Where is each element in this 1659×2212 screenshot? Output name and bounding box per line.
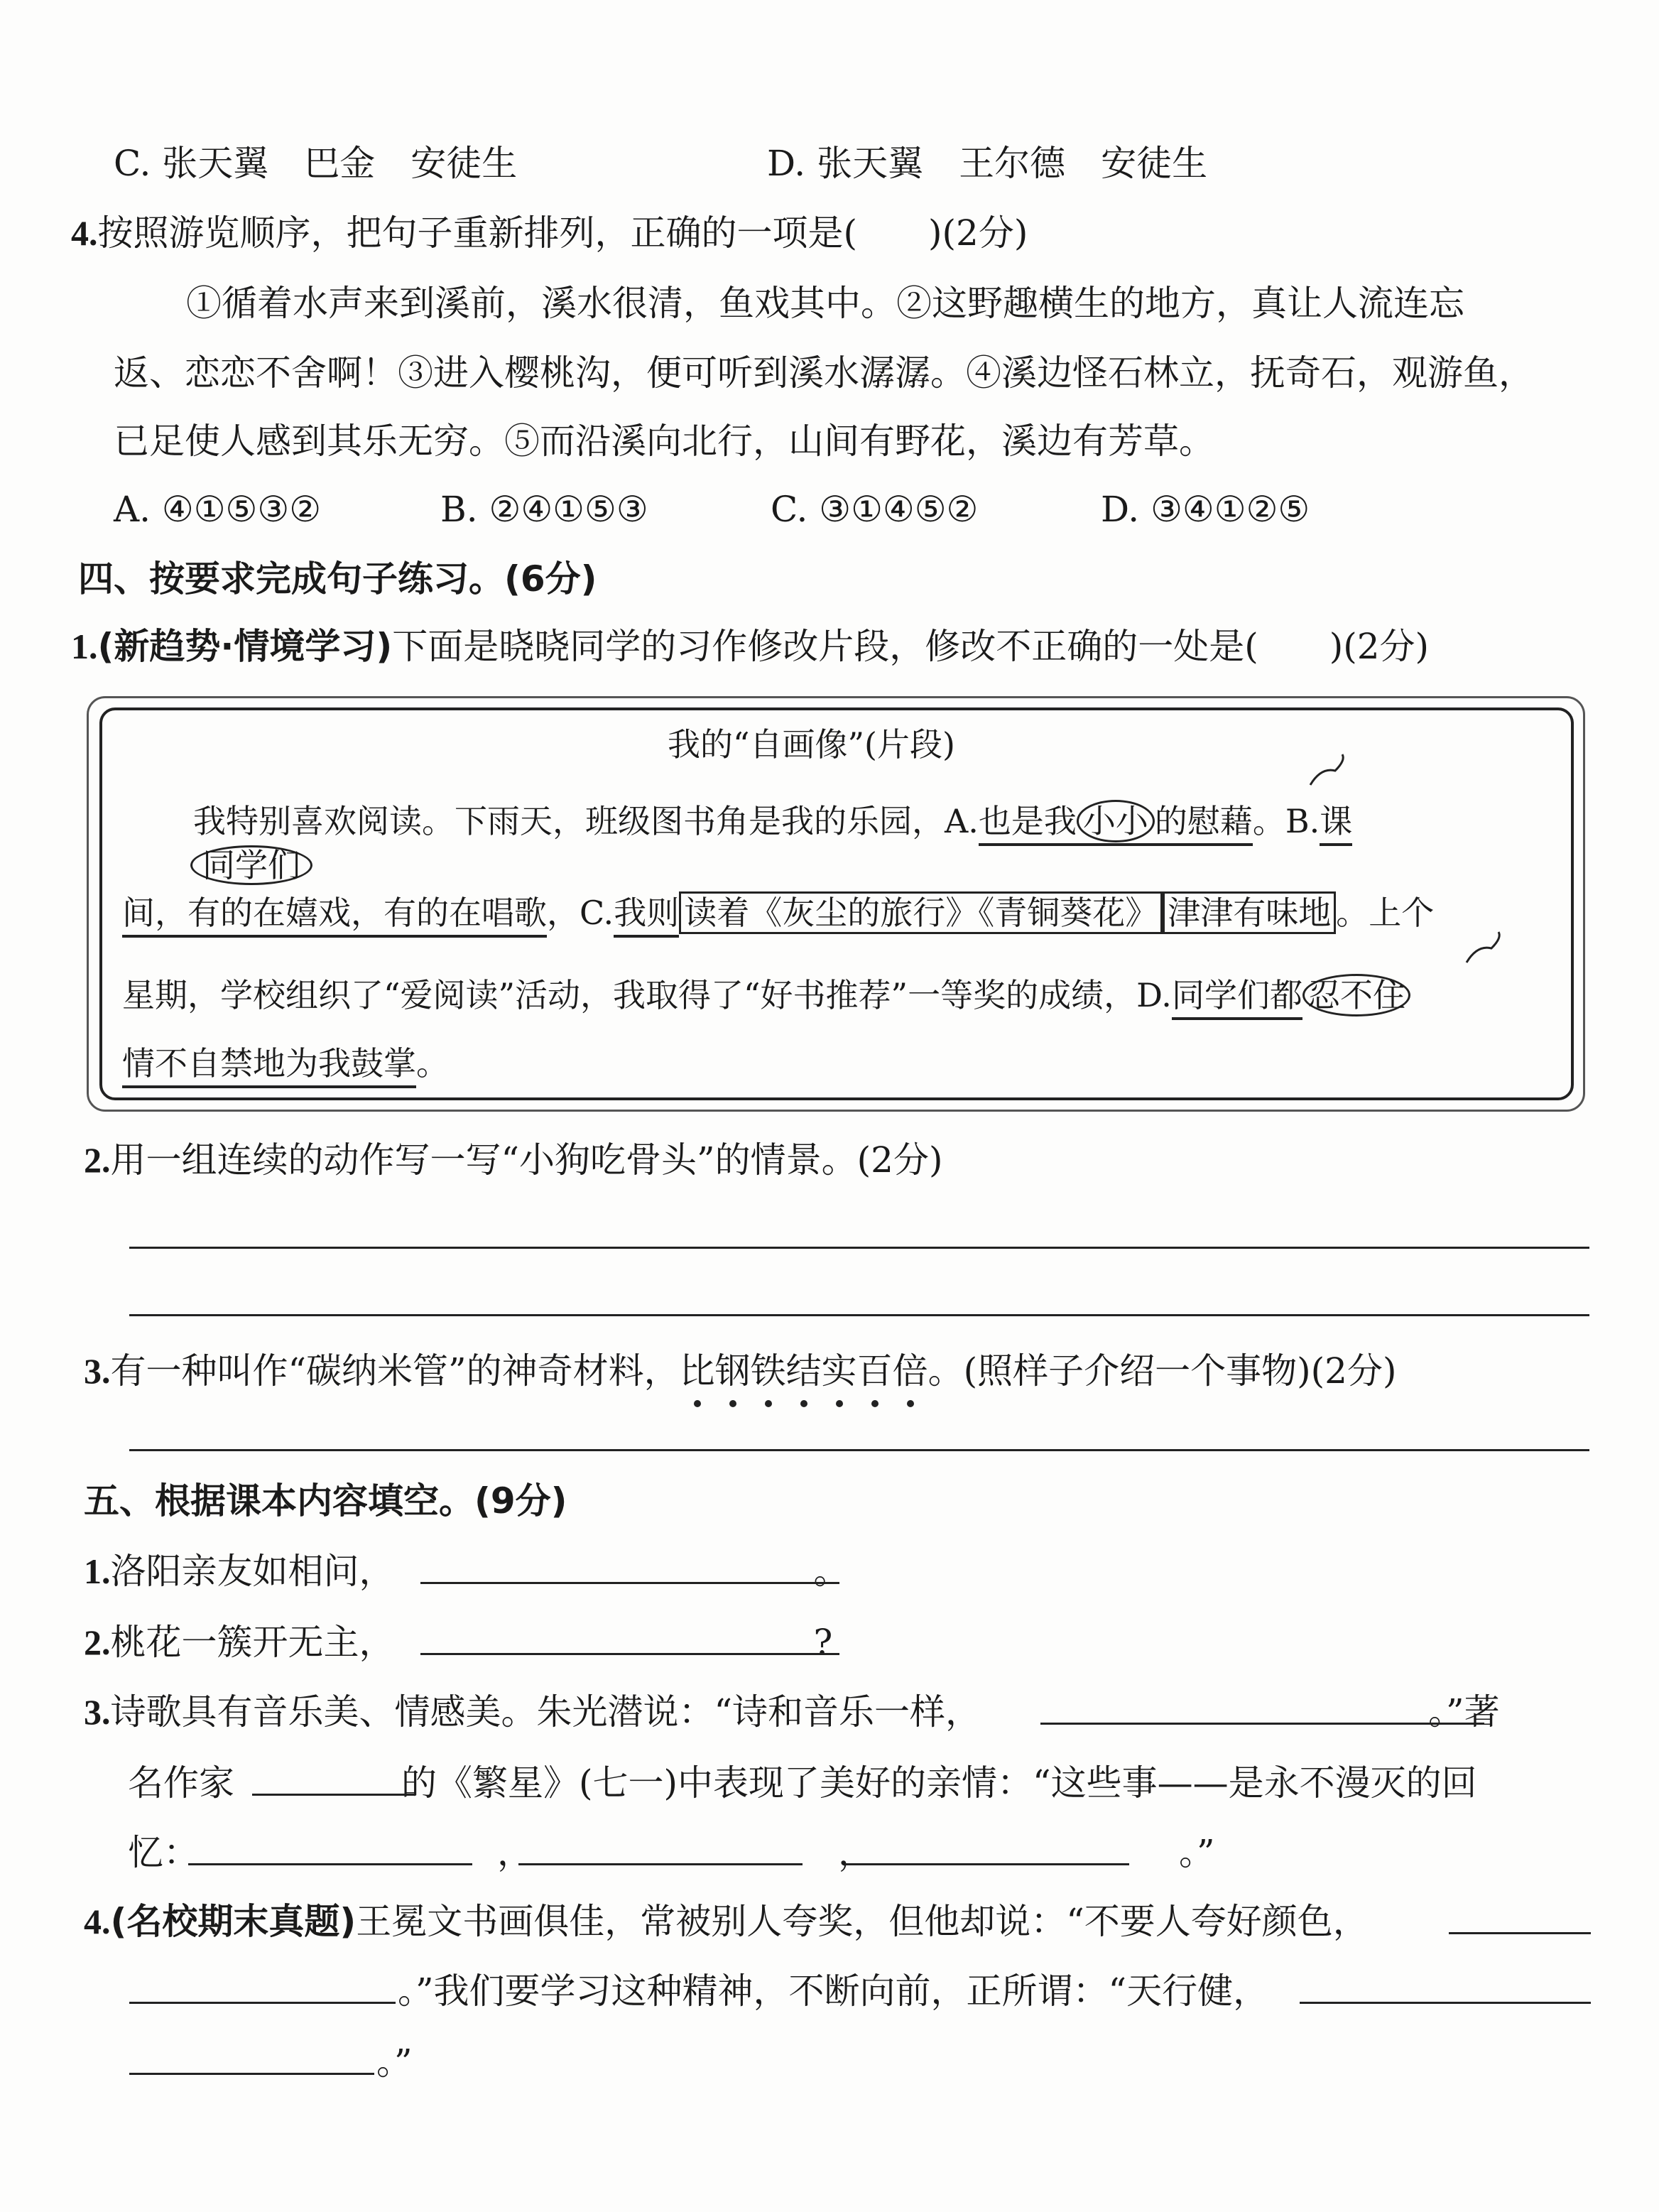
question-4-line-3: 。”: [376, 2042, 413, 2083]
blank[interactable]: [420, 1653, 839, 1655]
correction-mark-icon: [1463, 931, 1506, 966]
emphasized-char: 百: [856, 1350, 893, 1392]
blank[interactable]: [1040, 1723, 1484, 1725]
answer-line[interactable]: [129, 1449, 1589, 1451]
emphasized-char: 倍: [892, 1350, 928, 1392]
option-c[interactable]: C. ③①④⑤②: [771, 489, 979, 530]
option-b-text[interactable]: 有的在嬉戏，有的在唱歌: [187, 894, 547, 938]
option-d[interactable]: D. 张天翼 王尔德 安徒生: [767, 143, 1208, 184]
question-1: [71, 626, 1430, 667]
question-3-line-3: 忆： ， ， 。”: [128, 1832, 1215, 1873]
question-3-line-2: 名作家 的《繁星》(七一)中表现了美好的亲情：“这些事——是永不漫灭的回: [128, 1762, 1477, 1804]
option-a-underline[interactable]: 也是我 小小 的慰藉: [979, 802, 1253, 846]
question-3: 3.有一种叫作“碳纳米管”的神奇材料，比钢铁结实百倍。(照样子介绍一个事物)(2分): [84, 1350, 1397, 1392]
option-c[interactable]: C. 张天翼 巴金 安徒生: [114, 143, 518, 184]
question-tag: (新趋势·情境学习): [97, 626, 393, 667]
question-tag: (名校期末真题): [110, 1901, 357, 1942]
question-4: 4.(名校期末真题)王冕文书画俱佳，常被别人夸奖，但他却说：“不要人夸好颜色，: [84, 1901, 1369, 1942]
passage-line: ①循着水声来到溪前，溪水很清，鱼戏其中。②这野趣横生的地方，真让人流连忘: [186, 283, 1464, 324]
blank[interactable]: [129, 2002, 396, 2004]
emphasized-char: 结: [785, 1350, 822, 1392]
blank[interactable]: [518, 1863, 803, 1865]
emphasized-char: 铁: [750, 1350, 786, 1392]
answer-line[interactable]: [129, 1247, 1589, 1249]
blank[interactable]: [252, 1794, 415, 1796]
option-d-underline[interactable]: 同学们都: [1172, 976, 1302, 1020]
blank[interactable]: [129, 2073, 374, 2075]
question-1: 1.洛阳亲友如相问， 。: [84, 1551, 849, 1592]
passage-title: 我的“自画像”(片段): [668, 725, 955, 764]
option-a[interactable]: A. ④①⑤③②: [114, 489, 322, 530]
blank[interactable]: [845, 1863, 1129, 1865]
circled-word: 忍不住: [1302, 974, 1410, 1016]
correction-mark-icon: [1307, 753, 1349, 788]
blank[interactable]: [420, 1582, 839, 1584]
question-3: 3.诗歌具有音乐美、情感美。朱光潜说：“诗和音乐一样， 。”著: [84, 1691, 1500, 1733]
boxed-phrase: 津津有味地: [1163, 891, 1336, 934]
question-4: [71, 212, 1028, 254]
passage-line-2: 间，有的在嬉戏，有的在唱歌，C.我则 读着《灰尘的旅行》《青铜葵花》 津津有味地 。上个: [122, 896, 1434, 929]
question-stem: 下面是晓晓同学的习作修改片段，修改不正确的一处是( )(2分): [392, 626, 1430, 667]
passage-line: 已足使人感到其乐无穷。⑤而沿溪向北行，山间有野花，溪边有芳草。: [114, 421, 1214, 462]
inserted-word: 同学们: [190, 845, 312, 885]
blank[interactable]: [1300, 2002, 1591, 2004]
option-c-underline[interactable]: 我则: [614, 894, 679, 938]
question-number: 1.: [71, 627, 98, 666]
section-title: 五、根据课本内容填空。(9分): [84, 1480, 567, 1522]
blank[interactable]: [188, 1863, 472, 1865]
answer-line[interactable]: [129, 1314, 1589, 1316]
emphasized-char: 钢: [714, 1350, 751, 1392]
boxed-phrase: 读着《灰尘的旅行》《青铜葵花》: [679, 891, 1163, 934]
blank[interactable]: [1449, 1932, 1591, 1934]
section-title: 四、按要求完成句子练习。(6分): [78, 558, 597, 600]
question-number: 4.: [71, 213, 98, 253]
emphasized-char: 比: [679, 1350, 715, 1392]
passage-line-3: 星期，学校组织了“爱阅读”活动，我取得了“好书推荐”一等奖的成绩，D.同学们都 忍不住: [122, 979, 1410, 1012]
passage-line: 返、恋恋不舍啊！③进入樱桃沟，便可听到溪水潺潺。④溪边怪石林立，抚奇石，观游鱼，: [114, 352, 1534, 394]
emphasized-char: 实: [821, 1350, 857, 1392]
passage-line-1: 我特别喜欢阅读。下雨天，班级图书角是我的乐园，A.也是我 小小 的慰藉。B.课: [193, 805, 1352, 837]
question-stem: 按照游览顺序，把句子重新排列，正确的一项是( )(2分): [97, 212, 1028, 254]
option-b-underline[interactable]: 课: [1320, 802, 1352, 846]
question-2: 2.桃花一簇开无主， ?: [84, 1622, 833, 1663]
circled-word: 小小: [1077, 800, 1155, 842]
option-d[interactable]: D. ③④①②⑤: [1101, 489, 1310, 530]
question-2: 2.用一组连续的动作写一写“小狗吃骨头”的情景。(2分): [84, 1139, 943, 1181]
passage-line-4: 情不自禁地为我鼓掌。: [122, 1047, 449, 1080]
option-b[interactable]: B. ②④①⑤③: [440, 489, 648, 530]
question-4-line-2: 。”我们要学习这种精神，不断向前，正所谓：“天行健，: [398, 1970, 1269, 2012]
